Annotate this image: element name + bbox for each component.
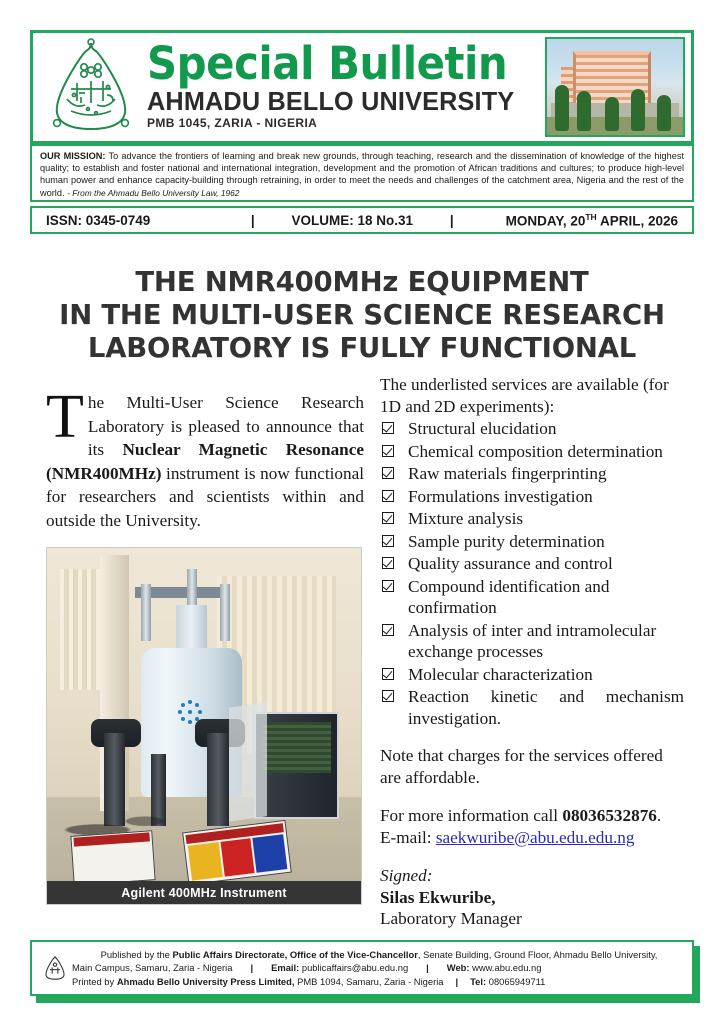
abu-senate-building-photo [545, 37, 685, 137]
issn-separator-2: | [449, 212, 454, 228]
figure-caption: Agilent 400MHz Instrument [47, 881, 361, 904]
publication-date [454, 212, 692, 229]
list-item [380, 686, 684, 729]
footer-contact-line [72, 961, 686, 974]
printed-suffix: PMB 1094, Samaru, Zaria - Nigeria [294, 975, 444, 987]
right-column [380, 374, 684, 930]
date-suffix: APRIL, 2026 [596, 213, 678, 229]
list-item [380, 486, 684, 508]
service-label: Raw materials fingerprinting [408, 464, 607, 483]
published-prefix: Published by the [100, 949, 173, 961]
signatory-name: Silas Ekwuribe, [380, 887, 496, 907]
list-item [380, 463, 684, 485]
floor-warning-sign-left [70, 830, 155, 885]
footer-publisher-line [72, 948, 686, 961]
page-title [40, 266, 684, 365]
published-suffix: , Senate Building, Ground Floor, Ahmadu Bello University, [417, 949, 658, 961]
checkbox-checked-icon [382, 445, 394, 457]
lead-part-2: instrument is now functional for researchers and scientists within and outside the University. [46, 463, 364, 530]
nmr-instrument-photo [46, 547, 362, 905]
lead-part-1: he Multi-User Science Research Laboratory is pleased to announce that its [87, 393, 364, 460]
checkbox-checked-icon [382, 624, 394, 636]
contact-email-link[interactable]: saekwuribe@abu.edu.edu.ng [435, 827, 635, 847]
signed-label: Signed: [380, 866, 433, 886]
date-ordinal-suffix: TH [585, 211, 597, 222]
service-label: Mixture analysis [408, 509, 524, 528]
date-prefix: MONDAY, 20 [505, 213, 586, 229]
footer-web-value: www.abu.edu.ng [472, 962, 542, 974]
checkbox-checked-icon [382, 668, 394, 680]
call-prefix: For more information call [380, 806, 563, 826]
footer [30, 940, 694, 996]
list-item [380, 620, 684, 663]
checkbox-checked-icon [382, 557, 394, 569]
masthead [30, 30, 694, 144]
service-label: Analysis of inter and intramolecular exchange processes [408, 620, 657, 661]
service-label: Chemical composition determination [408, 441, 663, 461]
footer-web [447, 961, 542, 974]
footer-text [72, 948, 686, 988]
issn-value: ISSN: 0345-0749 [46, 212, 151, 228]
list-item [380, 664, 684, 686]
checkbox-checked-icon [382, 422, 394, 434]
abu-crest-small-icon [38, 951, 72, 985]
email-label: E-mail: [380, 827, 436, 847]
mission-label: OUR MISSION: [40, 151, 106, 161]
mission-statement [30, 144, 694, 202]
service-label: Sample purity determination [408, 531, 605, 551]
footer-tel-label: Tel: [470, 975, 487, 987]
signature-block [380, 865, 684, 930]
lead-bold-instrument: Nuclear Magnetic Resonance (NMR400MHz) [46, 440, 364, 483]
published-bold: Public Affairs Directorate, Office of the Vice-Chancellor [172, 949, 418, 961]
footer-separator-3: | [455, 975, 459, 987]
checkbox-checked-icon [382, 512, 394, 524]
footer-shadow-right [694, 946, 700, 1003]
list-item [380, 531, 684, 553]
checkbox-checked-icon [382, 490, 394, 502]
lab-scene [47, 548, 361, 904]
footer-shadow-bottom [36, 996, 700, 1003]
contact-phone: 08036532876 [562, 806, 657, 826]
printed-bold: Ahmadu Bello University Press Limited, [116, 975, 295, 987]
service-label: Reaction kinetic and mechanism investigation. [408, 687, 684, 728]
signatory-role: Laboratory Manager [380, 909, 522, 929]
drop-cap: T [46, 383, 84, 452]
footer-email-value: publicaffairs@abu.edu.ng [301, 962, 409, 974]
service-label: Quality assurance and control [408, 554, 613, 573]
mission-body: To advance the frontiers of learning and break new grounds, through teaching, research and the dissemination of knowledge of the highest quality; to establish and foster national and international integration, development and the promotion of African traditions and cultures; to produce high-level human power and enhance capacity-building through retraining, in order to meet the needs and challenges of the catchment area, Nigeria and the rest of the world. [40, 151, 684, 198]
left-column [46, 374, 364, 549]
list-item [380, 418, 684, 440]
footer-tel-value: 08065949711 [488, 975, 546, 987]
masthead-titles [143, 37, 537, 131]
university-name: AHMADU BELLO UNIVERSITY [147, 86, 515, 116]
issn-separator-1: | [250, 212, 255, 228]
printed-by [72, 975, 444, 988]
issn-volume-date-bar [30, 206, 694, 234]
footer-web-label: Web: [446, 962, 470, 974]
abu-crest-icon [39, 36, 143, 138]
charges-note: Note that charges for the services offered are affordable. [380, 746, 663, 787]
pmb-address-line: PMB 1045, ZARIA - NIGERIA [147, 116, 318, 130]
service-label: Molecular characterization [408, 664, 593, 684]
checkbox-checked-icon [382, 690, 394, 702]
volume-value: VOLUME: 18 No.31 [291, 212, 413, 228]
service-label: Structural elucidation [408, 419, 557, 438]
headline-line-1: THE NMR400MHz EQUIPMENT [135, 266, 589, 298]
checkbox-checked-icon [382, 580, 394, 592]
footer-email [271, 961, 408, 974]
headline-line-2: IN THE MULTI-USER SCIENCE RESEARCH [59, 299, 665, 331]
mission-attribution: - From the Ahmadu Bello University Law, 1962 [67, 187, 240, 198]
service-label: Formulations investigation [408, 486, 593, 506]
bulletin-title: Special Bulletin [147, 37, 508, 90]
list-item [380, 576, 684, 619]
list-item [380, 553, 684, 575]
list-item [380, 508, 684, 530]
printed-prefix: Printed by [72, 975, 117, 987]
lead-paragraph [46, 383, 364, 532]
checkbox-checked-icon [382, 467, 394, 479]
services-intro: The underlisted services are available (for 1D and 2D experiments): [380, 375, 669, 416]
footer-printer-line [72, 975, 686, 988]
contact-info [380, 805, 684, 848]
footer-address: Main Campus, Samaru, Zaria - Nigeria [72, 962, 233, 974]
footer-email-label: Email: [271, 962, 300, 974]
services-list [380, 418, 684, 729]
footer-separator-1: | [250, 962, 254, 974]
headline-line-3: LABORATORY IS FULLY FUNCTIONAL [87, 332, 637, 364]
call-suffix: . [656, 806, 662, 826]
service-label: Compound identification and confirmation [408, 576, 610, 617]
footer-tel [470, 975, 545, 988]
list-item [380, 441, 684, 463]
footer-separator-2: | [426, 962, 429, 974]
checkbox-checked-icon [382, 535, 394, 547]
